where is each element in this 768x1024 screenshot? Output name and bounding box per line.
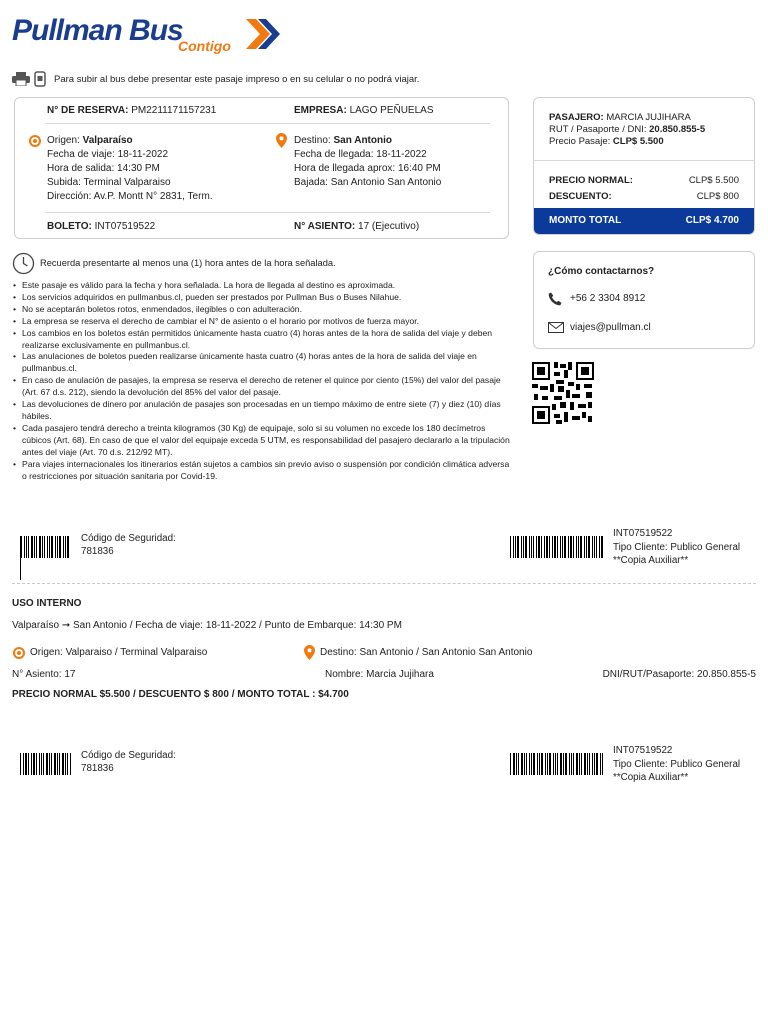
barcode [20, 536, 72, 558]
origin: Origen: Valparaíso [47, 135, 133, 146]
rule-item: • Cada pasajero tendrá derecho a treinta kilogramos (30 Kg) de equipaje, solo si su volumen no excede los 180 decímetros cúbicos (Art. 68). En caso de que el valor del equipaje exceda 5 UTM, es responsabilidad del pasajero declararlo a la tripulación antes del viaje (Art. 70 d.s. 212/92 MT). [12, 423, 512, 459]
client-type: Tipo Cliente: Publico General [613, 758, 741, 770]
internal-seat: N° Asiento: 17 [12, 669, 76, 680]
internal-route: Valparaíso ➞ San Antonio / Fecha de viaje: 18-11-2022 / Punto de Embarque: 14:30 PM [12, 620, 402, 631]
passenger-name: PASAJERO: MARCIA JUJIHARA [549, 112, 691, 123]
security-code-value: 781836 [81, 546, 114, 557]
internal-name: Nombre: Marcia Jujihara [325, 669, 434, 680]
rule-item: • Las anulaciones de boletos pueden realizarse únicamente hasta cuatro (4) horas antes de la hora de salida del viaje en pullmanbus.cl. [12, 351, 512, 375]
company: EMPRESA: LAGO PEÑUELAS [294, 105, 434, 116]
arrival-time: Hora de llegada aprox: 16:40 PM [294, 163, 441, 174]
security-code-label: Código de Seguridad: [81, 533, 176, 544]
reservation-number: N° DE RESERVA: PM2211171157231 [47, 105, 217, 116]
print-notice [12, 70, 419, 88]
printer-icon [12, 72, 30, 86]
contact-phone[interactable]: +56 2 3304 8912 [570, 293, 646, 304]
security-code-label: Código de Seguridad: [81, 750, 176, 761]
contact-box [533, 251, 755, 349]
origin-pin-icon [29, 135, 41, 147]
security-code-value: 781836 [81, 763, 114, 774]
rule-item: • Para viajes internacionales los itinerarios están sujetos a cambios sin previo aviso o suspensión por condición climática adversa o restricciones por situación sanitaria por Covid-19. [12, 459, 512, 483]
divider [45, 123, 490, 124]
departure-time: Hora de salida: 14:30 PM [47, 163, 160, 174]
normal-price-label: PRECIO NORMAL: [549, 175, 633, 186]
cut-line [12, 583, 756, 584]
rule-item: • Las devoluciones de dinero por anulación de pasajes son procesadas en un tiempo máximo de entre siete (7) y diez (10) días hábiles. [12, 399, 512, 423]
reservation-box [14, 97, 509, 239]
ticket-code: INT07519522 [613, 745, 673, 756]
ticket-number: BOLETO: INT07519522 [47, 221, 156, 232]
arrival-date: Fecha de llegada: 18-11-2022 [294, 149, 427, 160]
rule-item: • La empresa se reserva el derecho de cambiar el N° de asiento o el horario por motivos de fuerza mayor. [12, 316, 512, 328]
contact-title: ¿Cómo contactarnos? [548, 266, 655, 277]
destination: Destino: San Antonio [294, 135, 392, 146]
brand-tagline: Contigo [178, 38, 231, 54]
divider [534, 160, 754, 161]
internal-price-line: PRECIO NORMAL $5.500 / DESCUENTO $ 800 / MONTO TOTAL : $4.700 [12, 689, 349, 700]
rule-item: • No se aceptarán boletos rotos, enmendados, ilegibles o con adulteración. [12, 304, 512, 316]
discount-value: CLP$ 800 [696, 191, 739, 202]
travel-date: Fecha de viaje: 18-11-2022 [47, 149, 169, 160]
ticket-info-block [613, 527, 740, 568]
total-bar [534, 208, 754, 234]
phone-icon [548, 292, 562, 306]
rules-list [12, 280, 512, 482]
security-code-block [81, 749, 176, 775]
total-label: MONTO TOTAL [549, 215, 622, 226]
qr-code [532, 362, 594, 424]
rule-item: • Los cambios en los boletos están permitidos únicamente hasta cuatro (4) horas antes de la hora de salida del viaje y deben realizarse exclusivamente en pullmanbus.cl. [12, 328, 512, 352]
origin-pin-icon [13, 647, 25, 659]
copy-note: **Copia Auxiliar** [613, 555, 689, 566]
pullman-logo [12, 14, 282, 58]
ticket-info-block [613, 744, 740, 785]
rule-item: • Este pasaje es válido para la fecha y hora señalada. La hora de llegada al destino es aproximada. [12, 280, 512, 292]
internal-destination: Destino: San Antonio / San Antonio San Antonio [320, 647, 533, 658]
address: Dirección: Av.P. Montt N° 2831, Term. [47, 191, 213, 202]
ticket-code: INT07519522 [613, 528, 673, 539]
notice-text: Para subir al bus debe presentar este pasaje impreso o en su celular o no podrá viajar. [54, 73, 420, 85]
internal-title: USO INTERNO [12, 598, 82, 609]
clock-icon [12, 252, 35, 275]
barcode [510, 536, 604, 558]
destination-pin-icon [304, 645, 315, 660]
discount-label: DESCUENTO: [549, 191, 612, 202]
divider [45, 212, 490, 213]
barcode [20, 753, 72, 775]
chevron-logo-icon [244, 17, 284, 51]
passenger-rut: RUT / Pasaporte / DNI: 20.850.855-5 [549, 124, 706, 135]
rule-item: • Los servicios adquiridos en pullmanbus.cl, pueden ser prestados por Pullman Bus o Buses Nilahue. [12, 292, 512, 304]
reminder-text: Recuerda presentarte al menos una (1) hora antes de la hora señalada. [40, 258, 336, 268]
normal-price-value: CLP$ 5.500 [688, 175, 739, 186]
boarding-point: Subida: Terminal Valparaiso [47, 177, 171, 188]
mobile-icon [34, 71, 46, 87]
destination-pin-icon [276, 133, 287, 148]
internal-origin: Origen: Valparaiso / Terminal Valparaiso [30, 647, 208, 658]
contact-email[interactable]: viajes@pullman.cl [570, 322, 651, 333]
internal-dni: DNI/RUT/Pasaporte: 20.850.855-5 [602, 669, 756, 680]
seat-number: N° ASIENTO: 17 (Ejecutivo) [294, 221, 420, 232]
security-code-block [81, 532, 176, 558]
rule-item: • En caso de anulación de pasajes, la empresa se reserva el derecho de retener el quince por ciento (15%) del valor del pasaje (Art. 67 d.s. 212), siendo la devolución del 85% del valor del pasaje. [12, 375, 512, 399]
passenger-box [533, 97, 755, 235]
total-value: CLP$ 4.700 [685, 215, 739, 226]
brand-name: Pullman Bus [12, 14, 183, 47]
barcode [510, 753, 604, 775]
client-type: Tipo Cliente: Publico General [613, 541, 741, 553]
ticket-price: Precio Pasaje: CLP$ 5.500 [549, 136, 664, 147]
drop-off-point: Bajada: San Antonio San Antonio [294, 177, 442, 188]
copy-note: **Copia Auxiliar** [613, 772, 689, 783]
mail-icon [548, 322, 564, 333]
